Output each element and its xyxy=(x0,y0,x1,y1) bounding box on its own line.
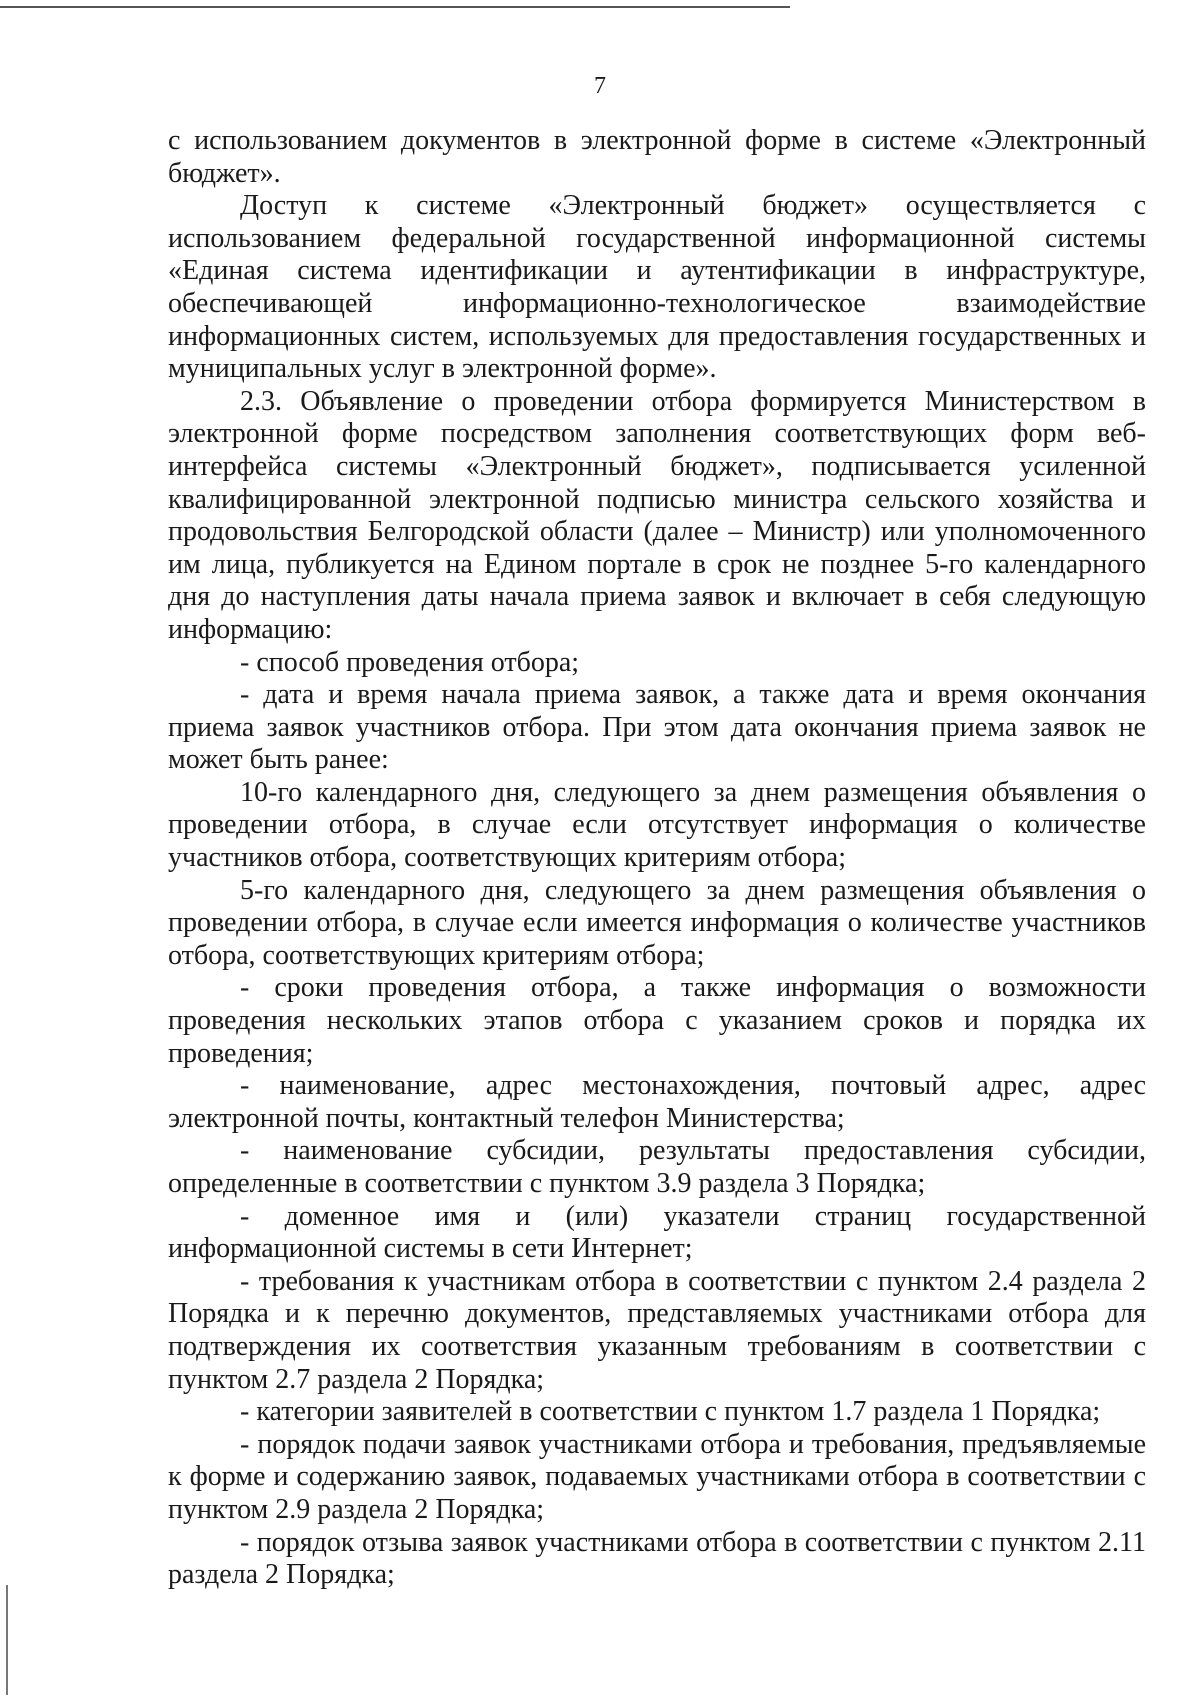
list-item: - порядок подачи заявок участниками отбора и требования, предъявляемые к форме и содержанию заявок, подаваемых участниками отбора в соответствии с пунктом 2.9 раздела 2 Порядка; xyxy=(168,1428,1146,1525)
list-item: - дата и время начала приема заявок, а также дата и время окончания приема заявок участников отбора. При этом дата окончания приема заявок не может быть ранее: xyxy=(168,679,1146,776)
list-item: - способ проведения отбора; xyxy=(240,646,580,678)
list-item: - наименование, адрес местонахождения, почтовый адрес, адрес электронной почты, контактный телефон Министерства; xyxy=(168,1070,1146,1134)
paragraph: 2.3. Объявление о проведении отбора формируется Министерством в электронной форме посредством заполнения соответствующих форм веб-интерфейса системы «Электронный бюджет», подписывается усиленной квалифицированной электронной подписью министра сельского хозяйства и продовольствия Белгородской области (далее – Министр) или уполномоченного им лица, публикуется на Едином портале в срок не позднее 5-го календарного дня до наступления даты начала приема заявок и включает в себя следующую информацию: xyxy=(168,385,1146,645)
scan-edge-line-left xyxy=(6,1585,8,1695)
list-item: - требования к участникам отбора в соответствии с пунктом 2.4 раздела 2 Порядка и к перечню документов, представляемых участниками отбора для подтверждения их соответствия указанным требованиям в соответствии с пунктом 2.7 раздела 2 Порядка; xyxy=(168,1265,1146,1395)
list-item: - сроки проведения отбора, а также информация о возможности проведения нескольких этапов отбора с указанием сроков и порядка их проведения; xyxy=(168,972,1146,1069)
list-item: - категории заявителей в соответствии с пунктом 1.7 раздела 1 Порядка; xyxy=(240,1396,1101,1428)
scan-edge-line-top xyxy=(0,6,790,8)
list-item: - доменное имя и (или) указатели страниц государственной информационной системы в сети Интернет; xyxy=(168,1200,1146,1265)
list-item: - наименование субсидии, результаты предоставления субсидии, определенные в соответствии с пунктом 3.9 раздела 3 Порядка; xyxy=(168,1135,1146,1199)
paragraph: Доступ к системе «Электронный бюджет» осуществляется с использованием федеральной государственной информационной системы «Единая система идентификации и аутентификации в инфраструктуре, обеспечивающей информационно-технологическое взаимодействие информационных систем, используемых для предоставления государственных и муниципальных услуг в электронной форме». xyxy=(168,190,1146,385)
document-body xyxy=(168,125,1146,1592)
paragraph: с использованием документов в электронной форме в системе «Электронный бюджет». xyxy=(168,125,1146,189)
list-item: - порядок отзыва заявок участниками отбора в соответствии с пунктом 2.11 раздела 2 Порядка; xyxy=(168,1526,1146,1591)
paragraph: 5-го календарного дня, следующего за днем размещения объявления о проведении отбора, в случае если имеется информация о количестве участников отбора, соответствующих критериям отбора; xyxy=(168,874,1146,971)
page-number: 7 xyxy=(594,73,606,99)
paragraph: 10-го календарного дня, следующего за днем размещения объявления о проведении отбора, в случае если отсутствует информация о количестве участников отбора, соответствующих критериям отбора; xyxy=(168,776,1146,874)
